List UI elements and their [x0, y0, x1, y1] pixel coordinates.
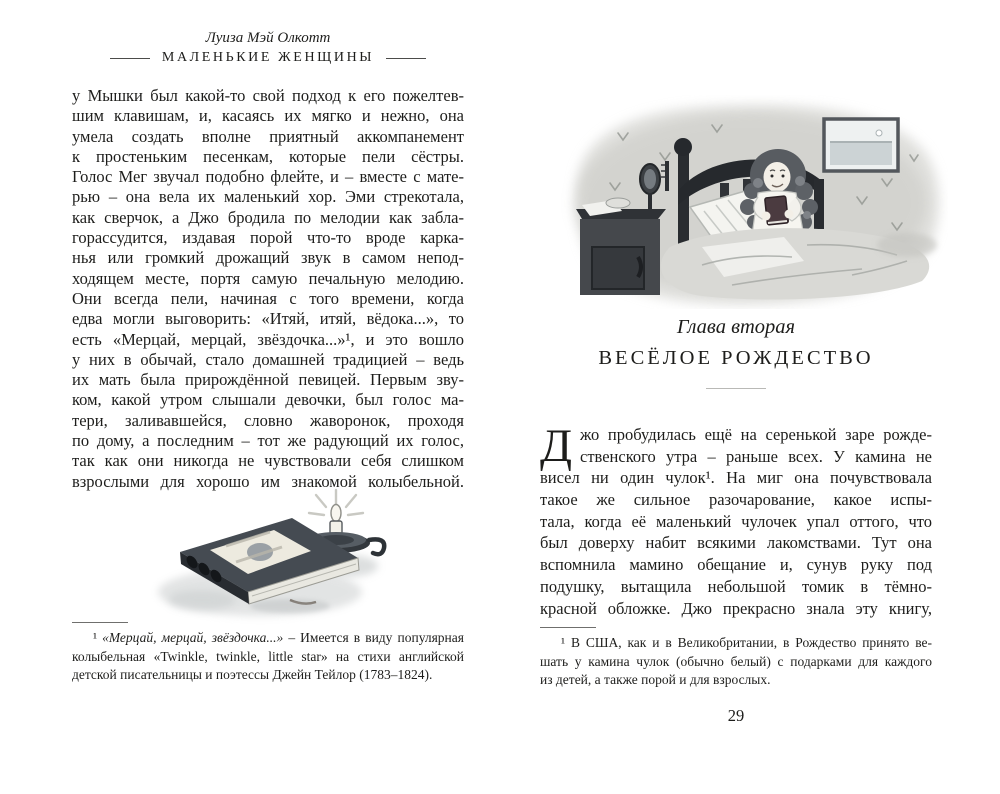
chapter-heading [540, 314, 932, 389]
text-line: Голос Мег звучал подобно флейте, и – вместе с мате- [72, 167, 464, 187]
text-line: их мать была прирождённой певицей. Первым зву- [72, 370, 464, 390]
text-line: рью – она вела их маленький хор. Эми стрекотала, [72, 187, 464, 207]
running-head-author: Луиза Мэй Олкотт [205, 30, 331, 46]
drop-cap: Д [540, 420, 573, 472]
text-line: шим клавишам, и, касаясь их мягко и нежно, она [72, 106, 464, 126]
text-line: был доверху набит всякими лакомствами. Тут она [540, 533, 932, 553]
text-line: горассудится, издавая порой что-то вроде карка- [72, 228, 464, 248]
running-head-rule-right [386, 58, 426, 59]
book-and-candle-drawing [140, 488, 390, 626]
girl-in-bed-illustration [552, 95, 948, 309]
chapter-divider-rule [706, 388, 766, 389]
chapter-title: ВЕСЁЛОЕ РОЖДЕСТВО [598, 347, 874, 369]
text-line: так как они никогда не чувствовали себя слишком [72, 451, 464, 471]
footnote-line [540, 634, 932, 653]
text-line: есть «Мерцай, мерцай, звёздочка...»¹, и это вошло [72, 329, 464, 349]
running-head-title-row [72, 50, 464, 66]
right-page-body [540, 420, 932, 619]
footnote-marker: ¹ [561, 635, 571, 650]
text-line: взрослыми для хорошо им знакомой колыбельной. [72, 471, 464, 491]
chapter-number-label: Глава вторая [676, 316, 796, 338]
footnote-line: колыбельная «Twinkle, twinkle, little star» на стихи английской [72, 648, 464, 664]
running-head-title: МАЛЕНЬКИЕ ЖЕНЩИНЫ [161, 50, 375, 65]
text-line: жо пробудилась ещё на серенькой заре рожде- [580, 425, 932, 444]
text-line: тери, заливавшейся, словно жаворонок, проходя [72, 410, 464, 430]
footnote-line: детской писательницы и поэтессы Джейн Тейлор (1783–1824). [72, 667, 433, 683]
text-line: к простеньким песенкам, которые пели сёстры. [72, 146, 464, 166]
text-line: едва могли выговорить: «Итяй, итяй, вёдока...», то [72, 309, 464, 329]
book-and-candle-illustration [140, 488, 390, 626]
text-line: висел ни один чулок¹. На миг она почувствовала [540, 468, 932, 488]
footnote-line [72, 629, 464, 648]
footnote-line: из детей, а также порой и для взрослых. [540, 672, 771, 688]
running-head-rule-left [110, 58, 150, 59]
right-footnote [540, 627, 932, 690]
footnote-text: – Имеется в виду популярная [283, 630, 464, 645]
text-line: вспомнила мамино обещание и, сунув руку под [540, 555, 932, 575]
text-line: подушку, вытащила небольшой томик в тёмно- [540, 576, 932, 596]
left-page-body [72, 86, 464, 492]
right-footnote-rule [540, 627, 596, 628]
text-line: ком, какой утром слышали девочки, был голос ма- [72, 390, 464, 410]
text-line: нья или громкий дрожащий звук в самом непод- [72, 248, 464, 268]
footnote-text: В США, как и в Великобритании, в Рождество принято ве- [570, 635, 932, 650]
text-line: умела создать вполне приятный аккомпанемент [72, 126, 464, 146]
left-footnote-rule [72, 622, 128, 623]
left-footnote [72, 622, 464, 685]
text-line: красной обложке. Джо прекрасно знала эту книгу, [540, 598, 932, 618]
text-line: такое же сильное разочарование, какое испы- [540, 490, 932, 510]
running-head [72, 29, 464, 66]
text-line: ходящем месте, портя самую печальную мелодию. [72, 268, 464, 288]
text-line: ственского утра – раньше всех. У камина не [580, 446, 932, 466]
text-line: как сверчок, а Джо бродила по мелодии как забла- [72, 207, 464, 227]
text-line: Они всегда пели, начиная с того времени, когда [72, 288, 464, 308]
page-number: 29 [727, 706, 745, 725]
footnote-marker: ¹ [93, 630, 103, 645]
girl-in-bed-drawing [552, 95, 948, 309]
text-line: тала, когда её маленький чулочек упал оттого, что [540, 511, 932, 531]
footnote-line: шать у камина чулок (обычно белый) с подарками для каждого [540, 653, 932, 669]
text-line: у них в обычай, стало домашней традицией – ведь [72, 349, 464, 369]
text-line: по дому, а последним – тот же радующий их голос, [72, 431, 464, 451]
footnote-italic-text: «Мерцай, мерцай, звёздочка...» [102, 630, 284, 645]
text-line: у Мышки был какой-то свой подход к его пожелтев- [72, 86, 464, 105]
